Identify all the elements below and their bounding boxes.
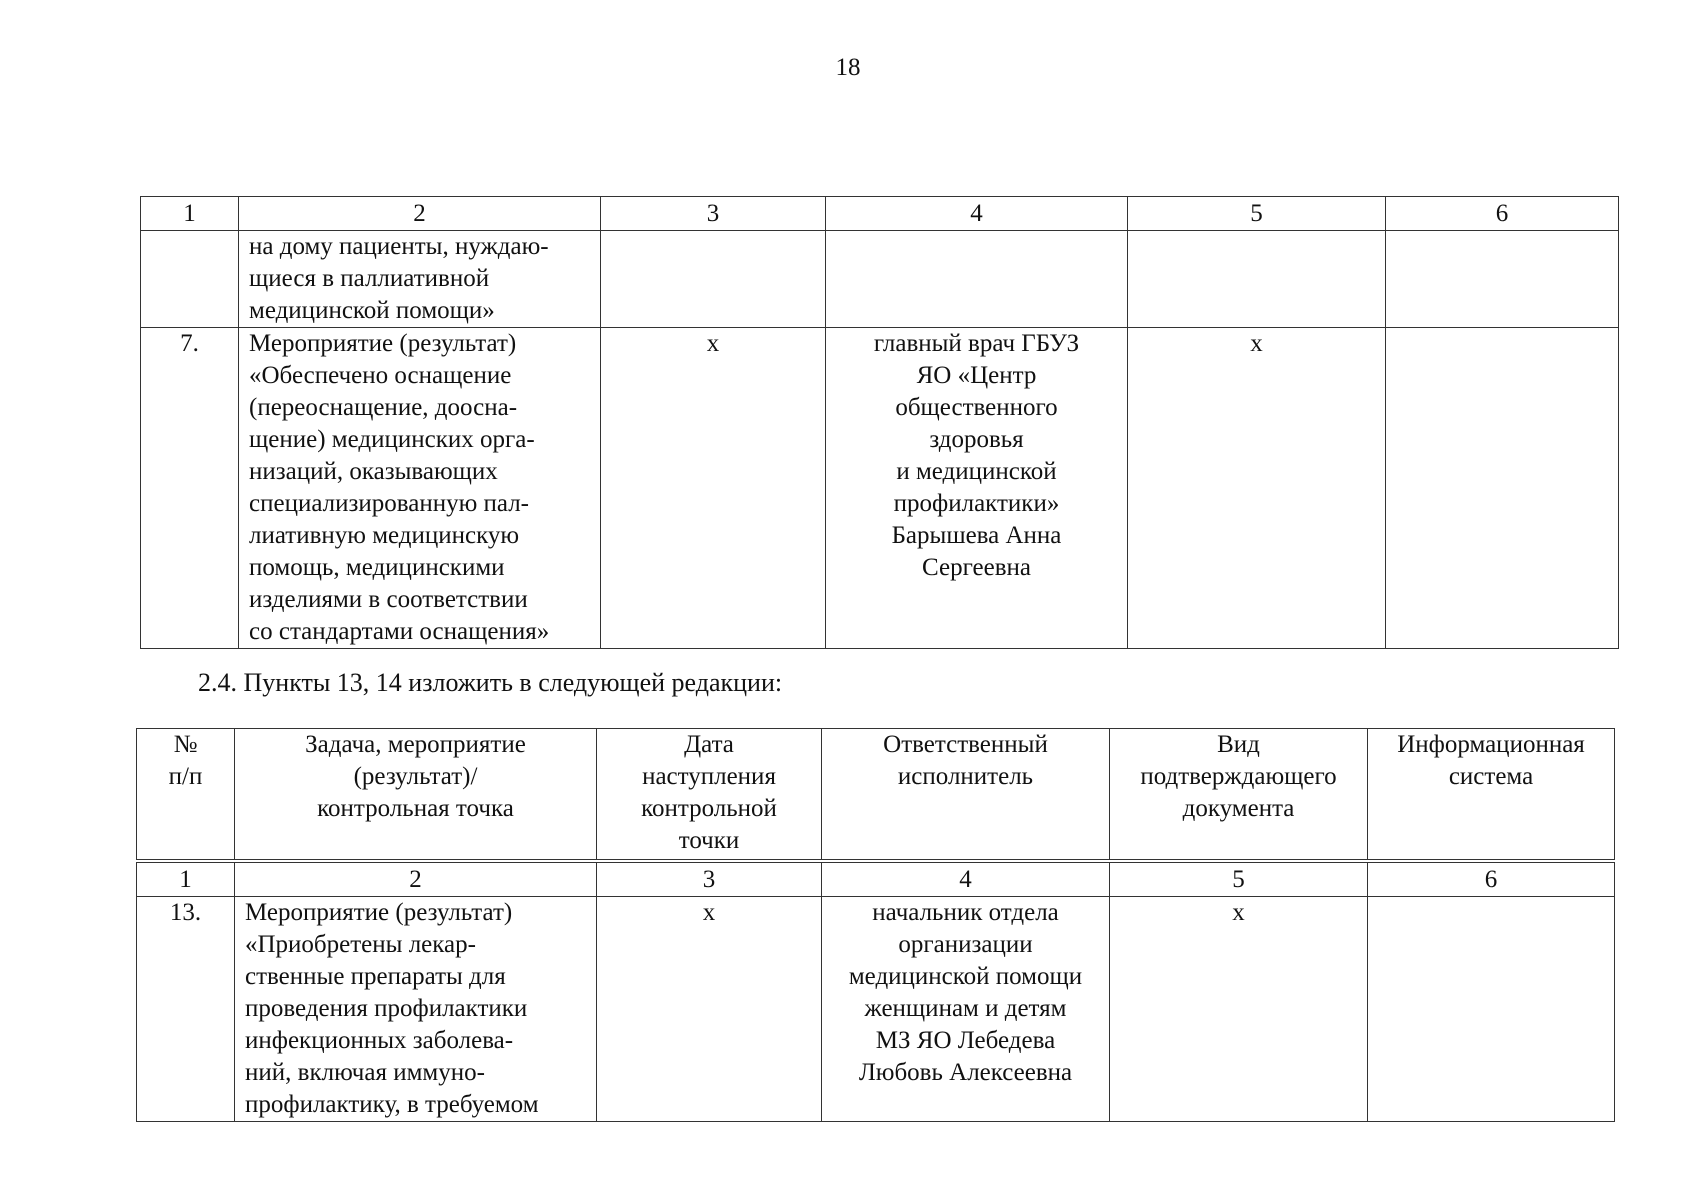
responsible-cell: главный врач ГБУЗ ЯО «Центр общественного здоровья и медицинской профилактики» Барышева Анна Сергеевна xyxy=(826,328,1128,649)
column-number: 6 xyxy=(1368,861,1615,897)
table-row xyxy=(141,231,1619,328)
task-cell: Мероприятие (результат) «Приобретены лекар- ственные препараты для проведения профилактики инфекционных заболева- ний, включая иммуно- профилактику, в требуемом xyxy=(235,896,597,1121)
row-number: 13. xyxy=(137,896,235,1121)
header-task: Задача, мероприятие (результат)/ контрольная точка xyxy=(235,729,597,861)
column-number: 1 xyxy=(137,861,235,897)
column-number-row xyxy=(141,197,1619,231)
column-number: 2 xyxy=(235,861,597,897)
column-number: 3 xyxy=(597,861,822,897)
header-info-system: Информационная система xyxy=(1368,729,1615,861)
row-number xyxy=(141,231,239,328)
measures-table-continued xyxy=(140,196,1619,649)
column-number: 6 xyxy=(1386,197,1619,231)
section-heading: 2.4. Пункты 13, 14 изложить в следующей редакции: xyxy=(198,668,783,697)
header-doc-type: Вид подтверждающего документа xyxy=(1110,729,1368,861)
task-cell: Мероприятие (результат) «Обеспечено оснащение (переоснащение, доосна- щение) медицинских орга- низаций, оказывающих специализированную пал- лиативную медицинскую помощь, медицинскими изделиями в соответствии со стандартами оснащения» xyxy=(239,328,601,649)
table-row xyxy=(137,896,1615,1121)
responsible-cell xyxy=(826,231,1128,328)
column-number-row xyxy=(137,861,1615,897)
info-system-cell xyxy=(1386,328,1619,649)
doc-type-cell xyxy=(1128,231,1386,328)
header-date: Дата наступления контрольной точки xyxy=(597,729,822,861)
column-number: 4 xyxy=(822,861,1110,897)
info-system-cell xyxy=(1368,896,1615,1121)
header-num: № п/п xyxy=(137,729,235,861)
task-cell: на дому пациенты, нуждаю- щиеся в паллиативной медицинской помощи» xyxy=(239,231,601,328)
row-number: 7. xyxy=(141,328,239,649)
measures-table xyxy=(136,728,1615,1122)
column-number: 5 xyxy=(1128,197,1386,231)
column-number: 3 xyxy=(601,197,826,231)
column-number: 2 xyxy=(239,197,601,231)
page-number: 18 xyxy=(835,54,861,81)
doc-type-cell: х xyxy=(1128,328,1386,649)
info-system-cell xyxy=(1386,231,1619,328)
header-row xyxy=(137,729,1615,861)
column-number: 4 xyxy=(826,197,1128,231)
date-cell xyxy=(601,231,826,328)
doc-type-cell: х xyxy=(1110,896,1368,1121)
header-responsible: Ответственный исполнитель xyxy=(822,729,1110,861)
column-number: 5 xyxy=(1110,861,1368,897)
date-cell: х xyxy=(597,896,822,1121)
date-cell: х xyxy=(601,328,826,649)
column-number: 1 xyxy=(141,197,239,231)
table-row xyxy=(141,328,1619,649)
responsible-cell: начальник отдела организации медицинской помощи женщинам и детям МЗ ЯО Лебедева Любовь Алексеевна xyxy=(822,896,1110,1121)
